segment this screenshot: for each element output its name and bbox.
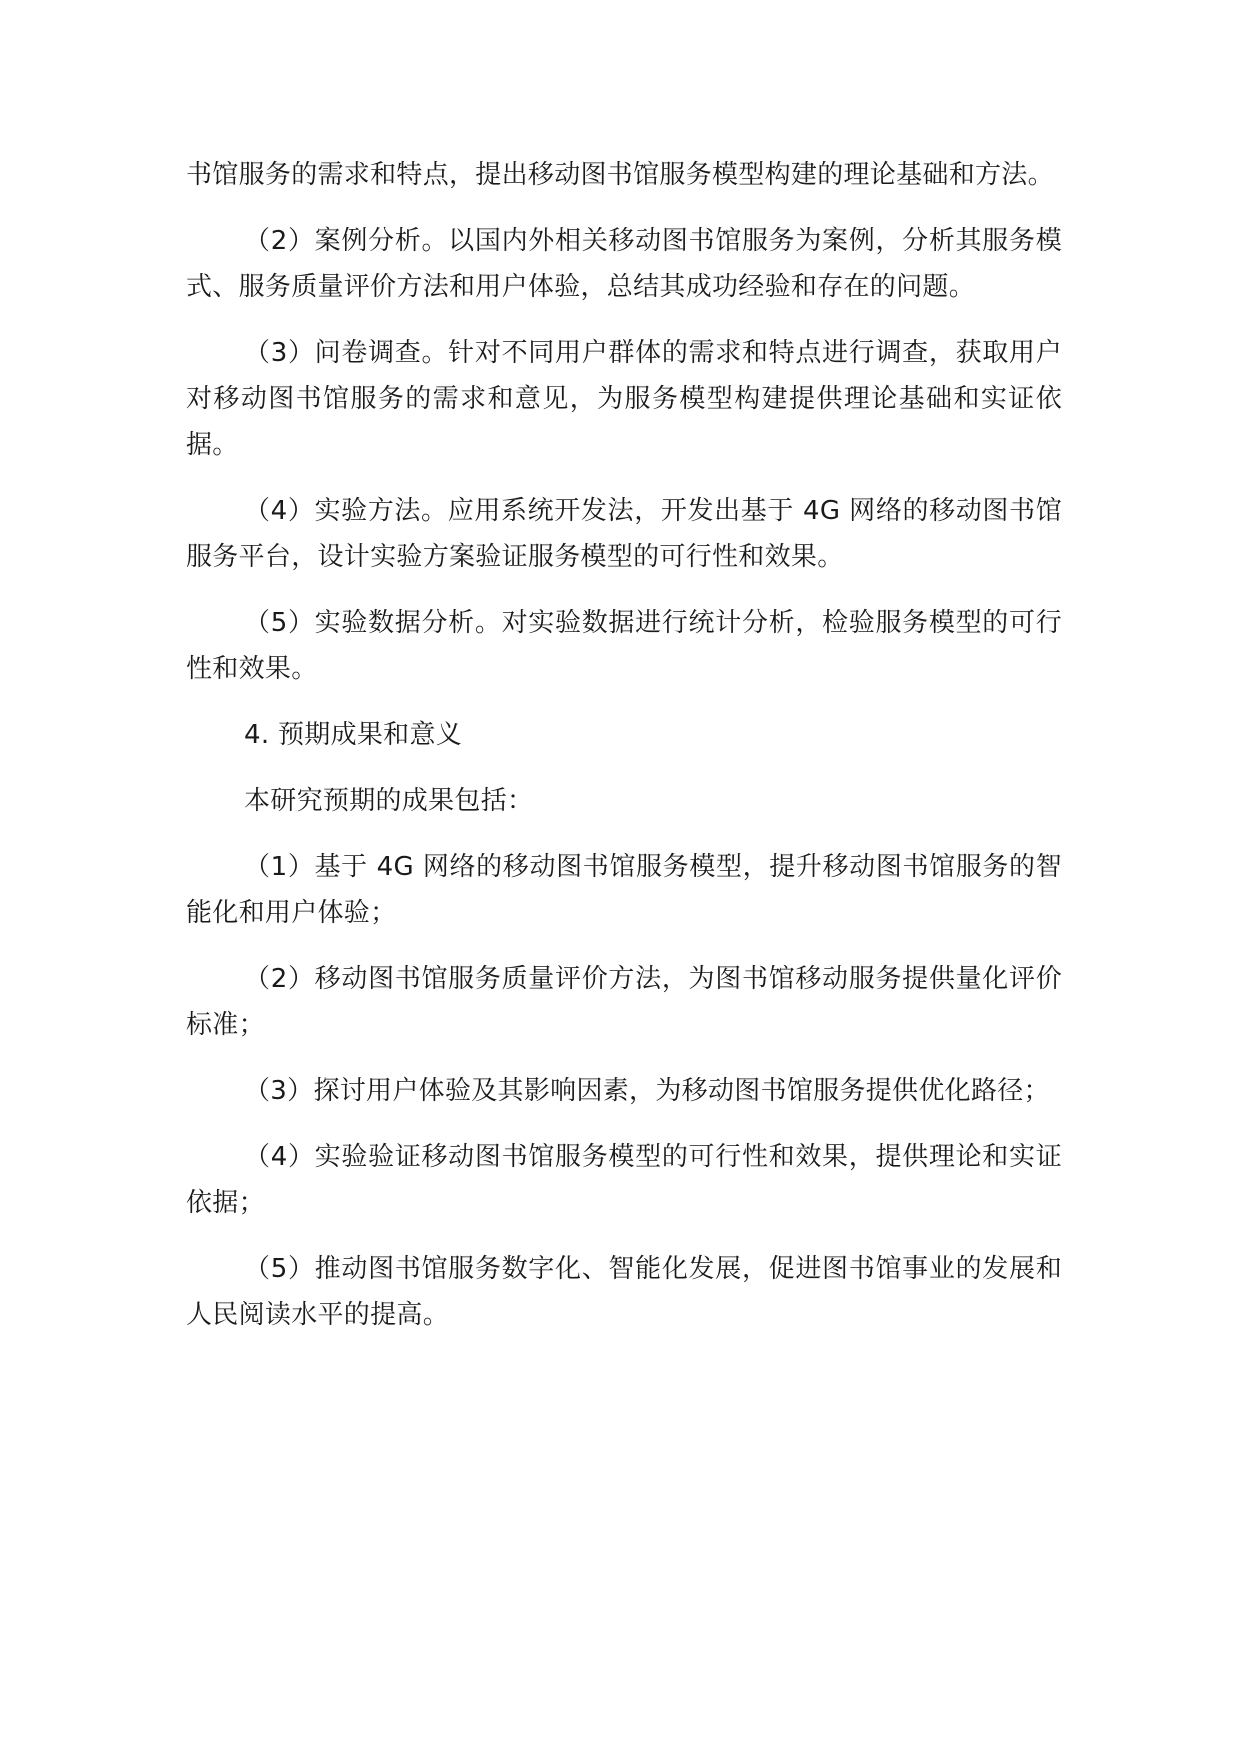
paragraph-result-2: （2）移动图书馆服务质量评价方法，为图书馆移动服务提供量化评价标准；: [186, 964, 1062, 1040]
paragraph-result-3: （3）探讨用户体验及其影响因素，为移动图书馆服务提供优化路径；: [244, 1076, 1050, 1106]
paragraph-data-analysis: （5）实验数据分析。对实验数据进行统计分析，检验服务模型的可行性和效果。: [186, 608, 1062, 684]
paragraph-result-5: （5）推动图书馆服务数字化、智能化发展，促进图书馆事业的发展和人民阅读水平的提高。: [186, 1254, 1062, 1330]
document-body: [186, 152, 1062, 1358]
paragraph-results-intro: 本研究预期的成果包括：: [244, 786, 534, 816]
paragraph-questionnaire: （3）问卷调查。针对不同用户群体的需求和特点进行调查，获取用户对移动图书馆服务的需求和意见，为服务模型构建提供理论基础和实证依据。: [186, 338, 1062, 460]
paragraph-case-analysis: （2）案例分析。以国内外相关移动图书馆服务为案例，分析其服务模式、服务质量评价方法和用户体验，总结其成功经验和存在的问题。: [186, 226, 1062, 302]
paragraph-result-4: （4）实验验证移动图书馆服务模型的可行性和效果，提供理论和实证依据；: [186, 1142, 1062, 1218]
section-heading-expected-results: 4. 预期成果和意义: [244, 720, 463, 750]
paragraph-experiment-method: （4）实验方法。应用系统开发法，开发出基于 4G 网络的移动图书馆服务平台，设计实验方案验证服务模型的可行性和效果。: [186, 496, 1062, 572]
paragraph-result-1: （1）基于 4G 网络的移动图书馆服务模型，提升移动图书馆服务的智能化和用户体验；: [186, 852, 1062, 928]
paragraph-method-continuation: 书馆服务的需求和特点，提出移动图书馆服务模型构建的理论基础和方法。: [186, 160, 1054, 190]
